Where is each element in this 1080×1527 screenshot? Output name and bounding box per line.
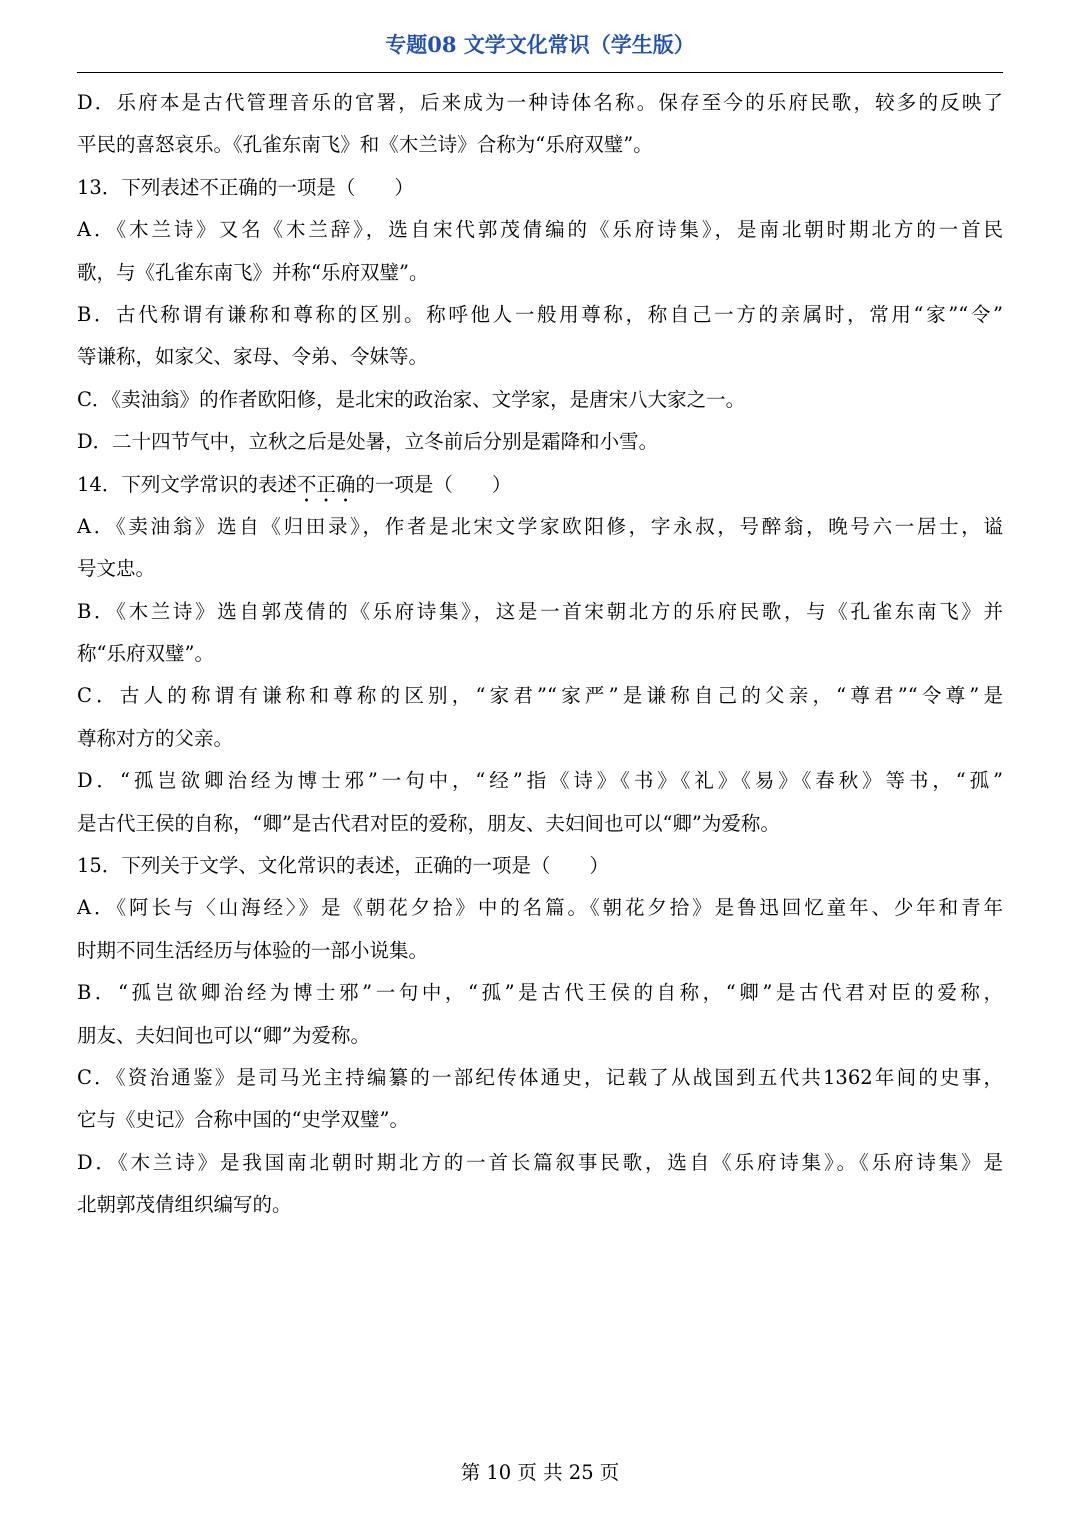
option-line: 尊称对方的父亲。 — [77, 726, 234, 750]
document-body — [77, 82, 1003, 1227]
option-line: D．乐府本是古代管理音乐的官署，后来成为一种诗体名称。保存至今的乐府民歌，较多的反映了 — [77, 91, 1003, 114]
option-line: D．《木兰诗》是我国南北朝时期北方的一首长篇叙事民歌，选自《乐府诗集》。《乐府诗集》是 — [77, 1150, 1003, 1174]
option-line: 平民的喜怒哀乐。《孔雀东南飞》和《木兰诗》合称为“乐府双璧”。 — [77, 133, 653, 157]
option-line: 歌，与《孔雀东南飞》并称“乐府双璧”。 — [77, 260, 429, 284]
option-line: C．《卖油翁》的作者欧阳修，是北宋的政治家、文学家，是唐宋八大家之一。 — [77, 387, 746, 411]
option-line: A．《卖油翁》选自《归田录》，作者是北宋文学家欧阳修，字永叔，号醉翁，晚号六一居士，谥 — [77, 514, 1003, 538]
page-header-title: 专题08 文学文化常识（学生版） — [385, 32, 695, 57]
option-line: B．“孤岂欲卿治经为博士邪”一句中，“孤”是古代王侯的自称，“卿”是古代君对臣的爱称， — [77, 981, 1003, 1005]
option-line: 时期不同生活经历与体验的一部小说集。 — [77, 938, 429, 962]
option-line: A．《阿长与〈山海经〉》是《朝花夕拾》中的名篇。《朝花夕拾》是鲁迅回忆童年、少年和青年 — [77, 896, 1003, 920]
question-14-stem-after: 的一项是（ ） — [355, 472, 512, 496]
question-13-stem: 13．下列表述不正确的一项是（ ） — [77, 175, 414, 199]
option-line: 号文忠。 — [77, 557, 156, 581]
option-line: D．“孤岂欲卿治经为博士邪”一句中，“经”指《诗》《书》《礼》《易》《春秋》等书，“孤” — [77, 769, 1003, 793]
question-15-stem: 15．下列关于文学、文化常识的表述，正确的一项是（ ） — [77, 854, 609, 878]
page-number: 第 10 页 共 25 页 — [460, 1461, 620, 1484]
option-line: B．古代称谓有谦称和尊称的区别。称呼他人一般用尊称，称自己一方的亲属时，常用“家”“令” — [77, 302, 1003, 326]
question-14-stem-before: 14．下列文学常识的表述 — [77, 472, 297, 496]
option-line: 北朝郭茂倩组织编写的。 — [77, 1193, 292, 1217]
option-line: 它与《史记》合称中国的“史学双璧”。 — [77, 1108, 409, 1132]
option-line: 是古代王侯的自称，“卿”是古代君对臣的爱称，朋友、夫妇间也可以“卿”为爱称。 — [77, 811, 780, 835]
option-line: 称“乐府双璧”。 — [77, 642, 214, 666]
header-divider — [77, 72, 1003, 73]
emphasis-text: 不正确 — [296, 472, 356, 496]
option-line: 朋友、夫妇间也可以“卿”为爱称。 — [77, 1023, 370, 1047]
option-line: D．二十四节气中，立秋之后是处暑，立冬前后分别是霜降和小雪。 — [77, 430, 659, 454]
option-line: C．《资治通鉴》是司马光主持编纂的一部纪传体通史，记载了从战国到五代共1362年间的史事， — [77, 1065, 1003, 1089]
question-14-stem — [77, 464, 1003, 506]
option-line: B．《木兰诗》选自郭茂倩的《乐府诗集》，这是一首宋朝北方的乐府民歌，与《孔雀东南飞》并 — [77, 599, 1003, 623]
option-line: 等谦称，如家父、家母、令弟、令妹等。 — [77, 345, 429, 369]
option-line: C．古人的称谓有谦称和尊称的区别，“家君”“家严”是谦称自己的父亲，“尊君”“令尊”是 — [77, 684, 1003, 708]
option-line: A．《木兰诗》又名《木兰辞》，选自宋代郭茂倩编的《乐府诗集》，是南北朝时期北方的一首民 — [77, 218, 1003, 242]
